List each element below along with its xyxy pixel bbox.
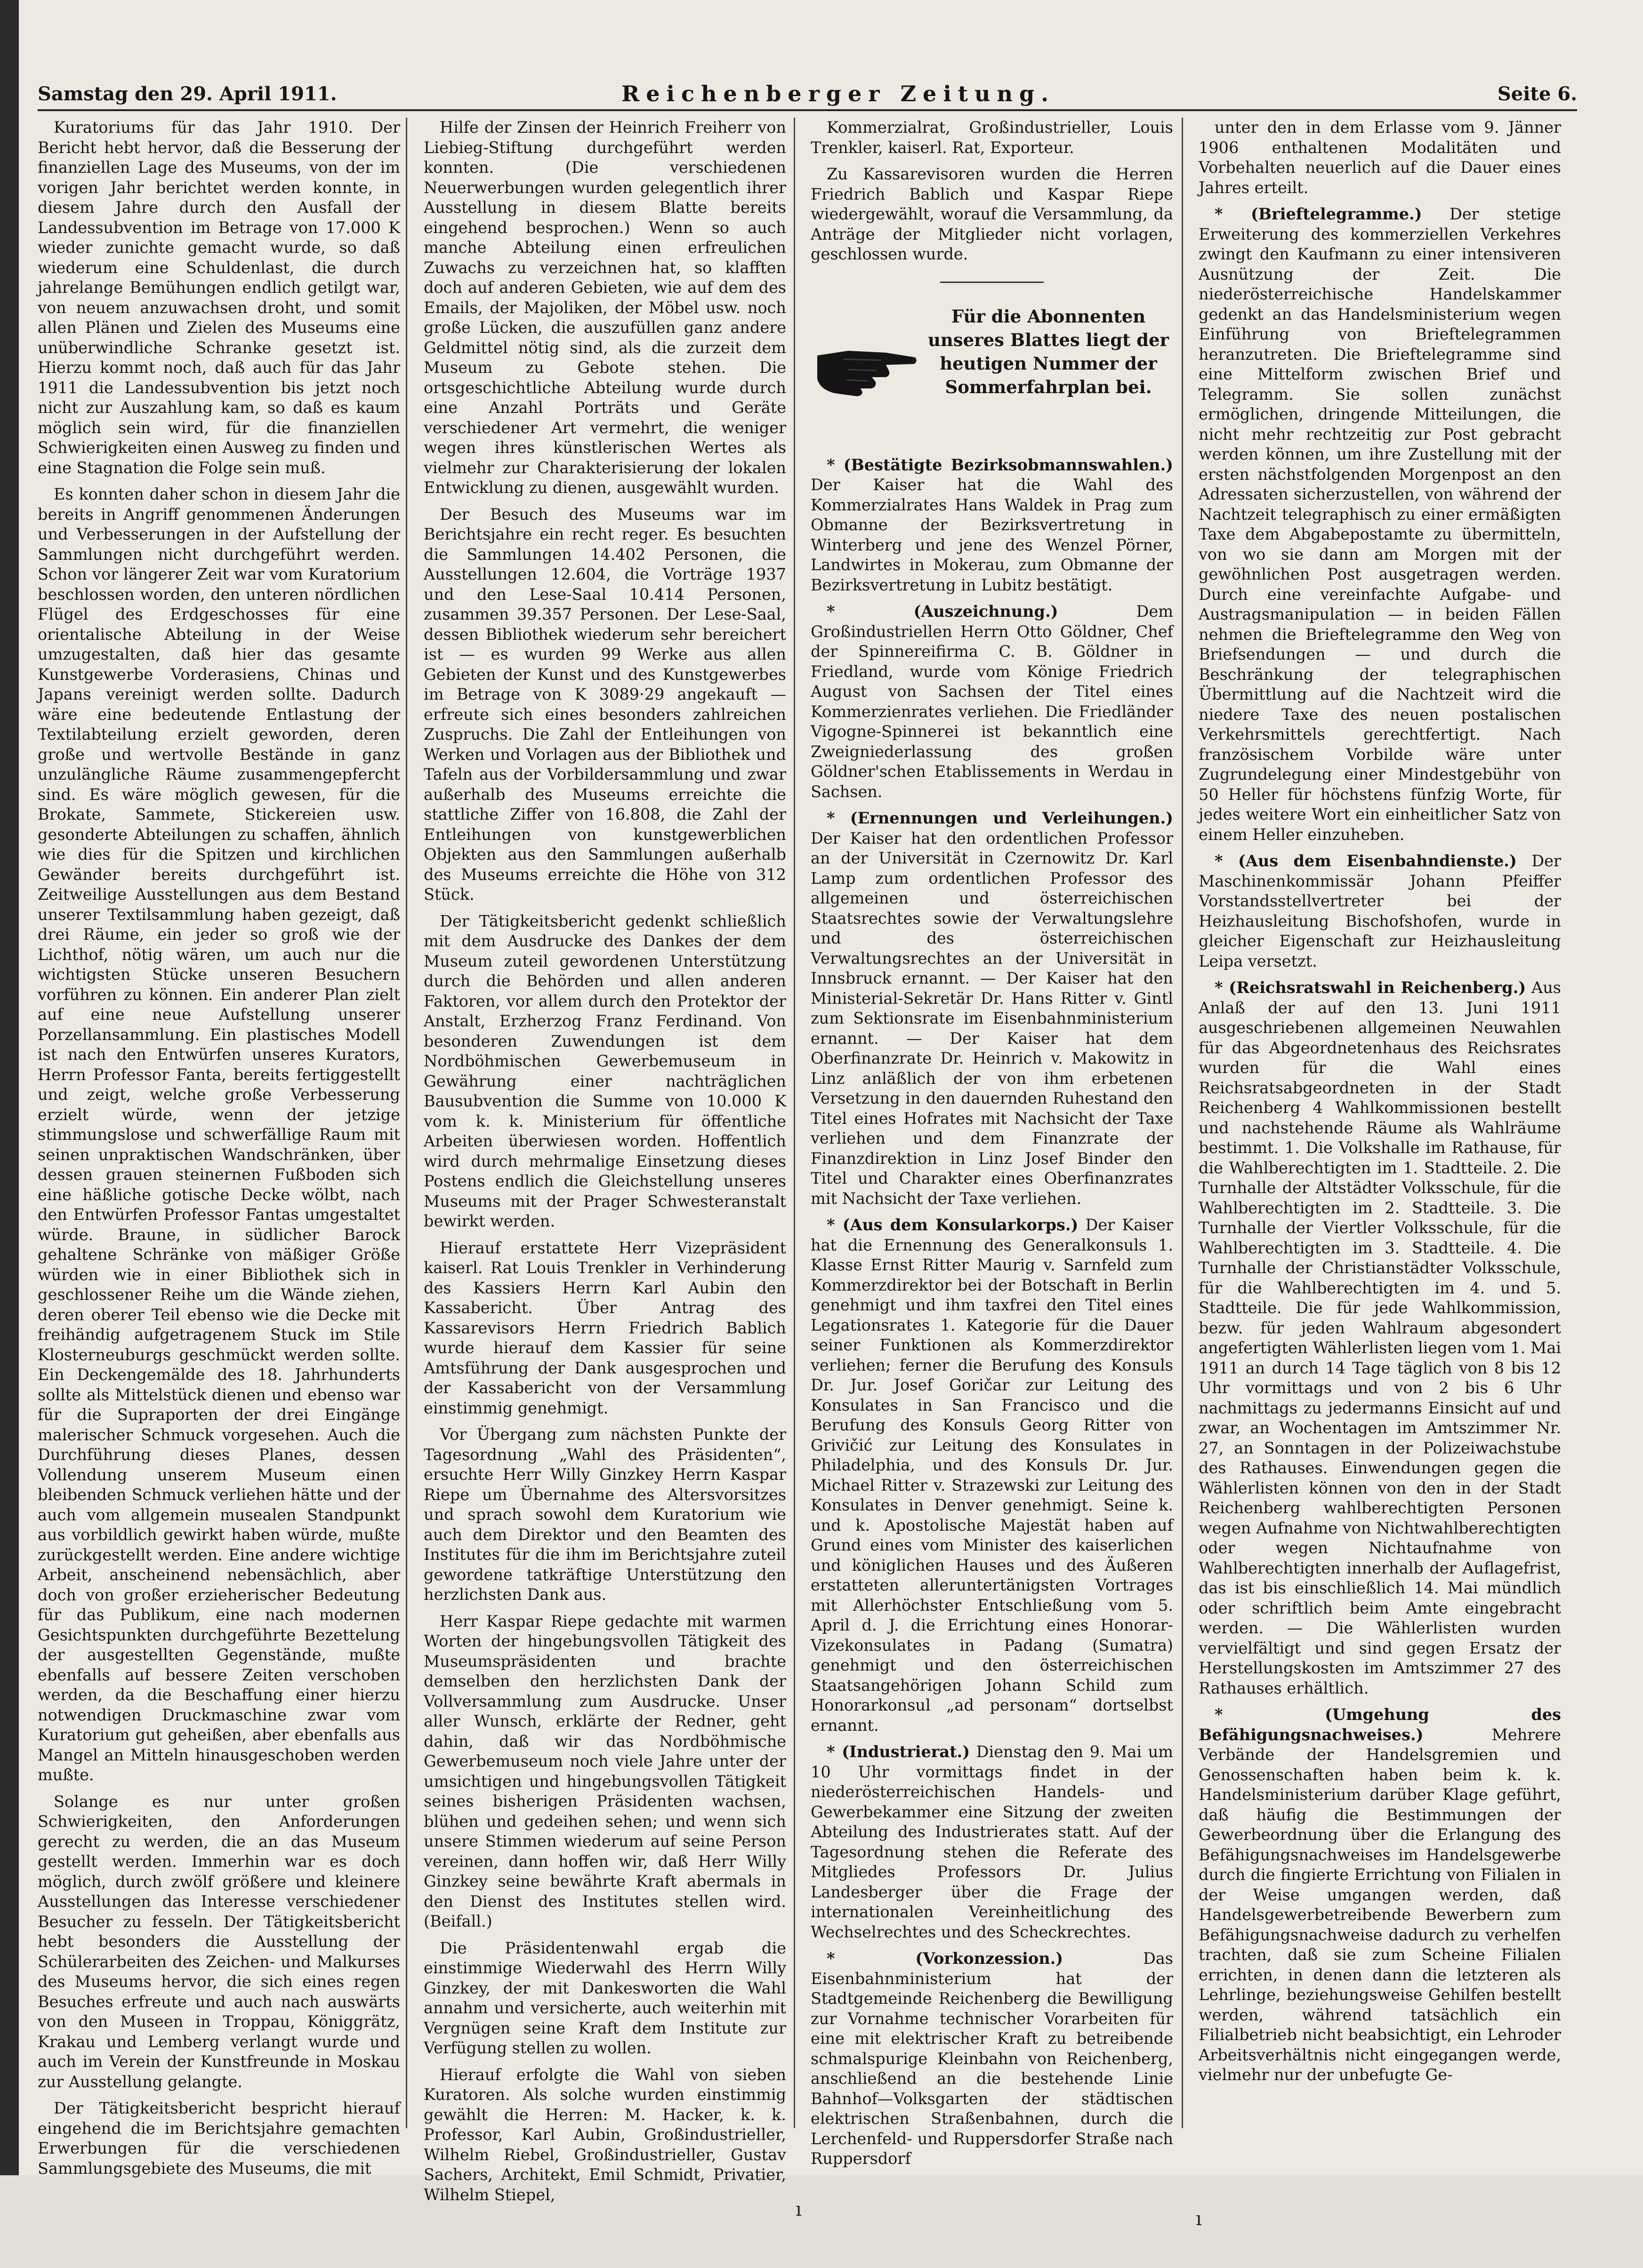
article-text: Der Kaiser hat den ordentlichen Professor an der Universität in Czernowitz Dr. Karl Lamp zum ordentlichen Professor des allgemeinen und österreichischen Staatsrechtes sowie der Verwaltungslehre und des österreichischen Verwaltungsrechtes an der Universität in Innsbruck ernannt. — Der Kaiser hat den Ministerial-Sekretär Dr. Hans Ritter v. Gintl zum Sektionsrate im Eisenbahnministerium ernannt. — Der Kaiser hat dem Oberfinanzrate Dr. Heinrich v. Makowitz in Linz anläßlich der von ihm erbetenen Versetzung in den dauernden Ruhestand den Titel eines Hofrates mit Nachsicht der Taxe verliehen und dem Finanzrate der Finanzdirektion in Linz Josef Binder den Titel und Charakter eines Oberfinanzrates mit Nachsicht der Taxe verliehen. — [811, 829, 1173, 1208]
subscriber-notice — [811, 300, 1173, 455]
article-text: Solange es nur unter großen Schwierigkeiten, den Anforderungen gerecht zu werden, die an das Museum gestellt werden. Immerhin war es doch möglich, durch zwölf größere und kleinere Ausstellungen das Interesse verschiedener Besucher zu fesseln. Der Tätigkeitsbericht hebt besonders die Ausstellung der Schülerarbeiten des Zeichen- und Malkurses des Museums hervor, die sich eines regen Besuches erfreute und auch nach auswärts von den Museen in Troppau, Königgrätz, Krakau und Lemberg verlangt wurde und auch im Verein der Kunstfreunde in Moskau zur Ausstellung gelangte. — [38, 1792, 400, 2091]
article-paragraph — [424, 1238, 786, 1419]
article-text: Der stetige Erweiterung des kommerziellen Verkehres zwingt den Kaufmann zu einer intensiveren Ausnützung der Zeit. Die niederösterreichische Handelskammer gedenkt an das Handelsministerium wegen Einführung von Brieftelegrammen heranzutreten. Die Brieftelegramme sind eine Mittelform zwischen Brief und Telegramm. Sie sollen zunächst ermöglichen, dringende Mitteilungen, die nicht mehr rechtzeitig zur Post gebracht werden können, um ihre Zustellung mit der ersten nächstfolgenden Morgenpost an den Adressaten sicherzustellen, von während der Nachtzeit telegraphisch zu einer ermäßigten Taxe dem Abgabepostamte zu übermitteln, von wo sie dann am Morgen mit der gewöhnlichen Post ausgetragen werden. Durch eine vereinfachte Aufgabe- und Austragsmanipulation — in beiden Fällen nehmen die Brieftelegramme den Weg von Briefsendungen — und durch die Beschränkung der telegraphischen Übermittlung auf die Nachtzeit wird die niedere Taxe des neuen postalischen Verkehrsmittels gerechtfertigt. Nach französischem Vorbilde wäre unter Zugrundelegung einer Mindestgebühr von 50 Heller für höchstens fünfzig Worte, für jedes weitere Wort ein einheitlicher Satz von einem Heller einzuheben. — [1199, 205, 1562, 844]
article-heading: * (Aus dem Eisenbahndienste.) — [1215, 852, 1517, 870]
article-text: Der Maschinenkommissär Johann Pfeiffer Vorstandsstellvertreter bei der Heizhausleitung Bischofshofen, wurde in gleicher Eigenschaft zur Heizhausleitung Leipa versetzt. — [1199, 852, 1561, 970]
article-heading: * (Vorkonzession.) — [827, 1949, 1063, 1968]
article-heading: * (Reichsratswahl in Reichenberg.) — [1215, 978, 1526, 997]
article-heading: * (Umgehung des Befähigungsnachweises.) — [1199, 1705, 1561, 1744]
scan-edge-dark — [0, 0, 19, 2268]
column-rule — [1182, 118, 1183, 2128]
column-4-content — [1199, 118, 1561, 2085]
article-text: Hilfe der Zinsen der Heinrich Freiherr von Liebieg-Stiftung durchgeführt werden konnten. (Die verschiedenen Neuerwerbungen wurden gelegentlich ihrer Ausstellung in diesem Blatte bereits eingehend besprochen.) Wenn so auch manche Abteilung einen erfreulichen Zuwachs zu verzeichnen hat, so klafften doch auf anderen Gebieten, wie auf dem des Emails, der Majoliken, der Möbel usw. noch große Lücken, die auszufüllen ganz andere Geldmittel nötig sind, als die zurzeit dem Museum zu Gebote stehen. Die ortsgeschichtliche Abteilung wurde durch eine Anzahl Porträts und Geräte verschiedener Art vermehrt, die weniger wegen ihres künstlerischen Wertes als vielmehr zur Charakterisierung der lokalen Entwicklung zu dienen, ausgewählt wurden. — [424, 118, 786, 497]
article-text: Es konnten daher schon in diesem Jahr die bereits in Angriff genommenen Änderungen und Verbesserungen in der Aufstellung der Sammlungen nicht durchgeführt werden. Schon vor längerer Zeit war vom Kuratorium beschlossen worden, den unteren nördlichen Flügel des Erdgeschosses für eine orientalische Abteilung in der Weise umzugestalten, daß hier das gesamte Kunstgewerbe Vorderasiens, Chinas und Japans vereinigt werden sollte. Dadurch wäre eine bedeutende Entlastung der Textilabteilung erzielt geworden, deren große und wertvolle Bestände in ganz unzulängliche Räume zusammengepfercht sind. Es wäre möglich gewesen, für die Brokate, Sammete, Stickereien usw. gesonderte Abteilungen zu schaffen, ähnlich wie dies für die Spitzen und kirchlichen Gewänder bereits durchgeführt ist. Zeitweilige Ausstellungen aus dem Bestand unserer Textilsammlung haben gezeigt, daß drei Räume, ein jeder so groß wie der Lichthof, nötig wären, um auch nur die wichtigsten Stücke unseren Besuchern vorführen zu können. Ein anderer Plan zielt auf eine neue Aufstellung unserer Porzellansammlung. Ein plastisches Modell ist nach den Entwürfen unseres Kurators, Herrn Professor Fanta, bereits fertiggestellt und zeigt, welche große Verbesserung erzielt würde, wenn der jetzige stimmungslose und schwerfällige Raum mit seinen unpraktischen Wandschränken, über dessen grauen steinernen Fußboden sich eine häßliche gotische Decke wölbt, nach den Entwürfen Professor Fantas umgestaltet würde. Braune, in südlicher Barock gehaltene Schränke von mäßiger Größe würden wie in einer Bibliothek sich in geschlossener Reihe um die Wände ziehen, deren oberer Teil ebenso wie die Decke mit freihändig aufgetragenem Stuck im Stile Klosterneuburgs geschmückt werden sollte. Ein Deckengemälde des 18. Jahrhunderts sollte als Mittelstück dienen und ebenso war für die Supraporten der drei Eingänge malerischer Schmuck vorgesehen. Auch die Durchführung dieses Planes, dessen Vollendung unserem Museum einen bleibenden Schmuck verliehen hätte und der auch vom allgemein musealen Standpunkt aus vorbildlich gewirkt haben würde, mußte zurückgestellt werden. Eine andere wichtige Arbeit, anscheinend nebensächlich, aber doch von großer erzieherischer Bedeutung für das Publikum, eine nach modernen Gesichtspunkten durchgeführte Bezettelung der ausgestellten Gegenstände, mußte ebenfalls auf bessere Zeiten verschoben werden, da die Beschaffung einer hierzu notwendigen Druckmaschine zwar vom Kuratorium gut geheißen, aber ebenfalls aus Mangel an Mitteln hinausgeschoben werden mußte. — [38, 485, 400, 1784]
article-paragraph — [424, 118, 786, 498]
article-text: Die Präsidentenwahl ergab die einstimmige Wiederwahl des Herrn Willy Ginzkey, der mit Dankesworten die Wahl annahm und versicherte, auch weiterhin mit Vergnügen seine Kraft dem Institute zur Verfügung stellen zu wollen. — [424, 1938, 786, 2057]
article-paragraph — [1199, 851, 1561, 971]
column-rule — [794, 118, 795, 2128]
article-text: Das Eisenbahnministerium hat der Stadtgemeinde Reichenberg die Bewilligung zur Vornahme technischer Vorarbeiten für eine mit elektrischer Kraft zu betreibende schmalspurige Kleinbahn von Reichenberg, anschließend an die bestehende Linie Bahnhof—Volksgarten der städtischen elektrischen Straßenbahnen, durch die Lerchenfeld- und Ruppersdorfer Straße nach Ruppersdorf — [811, 1949, 1173, 2168]
article-paragraph — [424, 505, 786, 905]
article-paragraph — [811, 1742, 1173, 1942]
article-heading: * (Brieftelegramme.) — [1215, 205, 1422, 223]
article-paragraph — [38, 1792, 400, 2092]
column-2 — [424, 118, 786, 2204]
article-text: Vor Übergang zum nächsten Punkte der Tagesordnung „Wahl des Präsidenten“, ersuchte Herr Willy Ginzkey Herrn Kaspar Riepe um Übernahme des Altersvorsitzes und sprach sowohl dem Kuratorium wie auch dem Direktor und den Beamten des Institutes für die ihm im Berichtsjahre zuteil gewordene tatkräftige Unterstützung den herzlichsten Dank aus. — [424, 1425, 786, 1604]
article-paragraph — [424, 1612, 786, 1932]
article-text: Dienstag den 9. Mai um 10 Uhr vormittags findet in der niederösterreichischen Handels- und Gewerbekammer eine Sitzung der zweiten Abteilung des Industrierates statt. Auf der Tagesordnung stehen die Referate des Mitgliedes Professors Dr. Julius Landesberger über die Frage der internationalen Vereinheitlichung des Wechselrechtes und des Scheckrechtes. — [811, 1743, 1173, 1941]
article-text: Hierauf erfolgte die Wahl von sieben Kuratoren. Als solche wurden einstimmig gewählt die Herren: M. Hacker, k. k. Professor, Karl Aubin, Großindustrieller, Wilhelm Riebel, Großindustrieller, Gustav Sachers, Architekt, Emil Schmidt, Privatier, Wilhelm Stiepel, — [424, 2065, 786, 2204]
article-text: Der Tätigkeitsbericht gedenkt schließlich mit dem Ausdrucke des Dankes der dem Museum zuteil gewordenen Unterstützung durch die Behörden und allen anderen Faktoren, vor allem durch den Protektor der Anstalt, Erzherzog Franz Ferdinand. Von besonderen Zuwendungen ist dem Nordböhmischen Gewerbemuseum in Gewährung einer nachträglichen Bausubvention die Summe von 10.000 K vom k. k. Ministerium für öffentliche Arbeiten überwiesen worden. Hoffentlich wird durch mehrmalige Einsetzung dieses Postens endlich die Gleichstellung unseres Museums mit der Prager Schwesteranstalt bewirkt werden. — [424, 912, 786, 1230]
column-1 — [38, 118, 400, 2178]
article-paragraph — [811, 455, 1173, 596]
subscriber-notice-text: Für die Abonnenten unseres Blattes liegt der heutigen Nummer der Sommerfahrplan bei. — [927, 306, 1169, 397]
article-text: Kuratoriums für das Jahr 1910. Der Bericht hebt hervor, daß die Besserung der finanziellen Lage des Museums, von der im vorigen Jahr berichtet werden konnte, in diesem Jahre durch den Ausfall der Landessubvention im Betrage von 17.000 K wieder zunichte gemacht wurde, so daß wiederum eine Schuldenlast, die durch jahrelange Bemühungen endlich getilgt war, von neuem anzuwachsen droht, und somit allen Plänen und Zielen des Museums eine unüberwindliche Schranke gesetzt ist. Hierzu kommt noch, daß auch für das Jahr 1911 die Landessubvention bis jetzt noch nicht zur Auszahlung kam, so daß es kaum möglich sein wird, für die finanziellen Schwierigkeiten einen Ausweg zu finden und eine Stagnation die Folge sein muß. — [38, 118, 400, 477]
article-paragraph — [811, 118, 1173, 158]
article-paragraph — [811, 602, 1173, 802]
article-heading: * (Bestätigte Bezirksobmannswahlen.) — [827, 455, 1173, 474]
article-paragraph — [38, 484, 400, 1785]
article-text: Mehrere Verbände der Handelsgremien und Genossenschaften haben beim k. k. Handelsministerium darüber Klage geführt, daß häufig die Bestimmungen der Gewerbeordnung über die Erlangung des Befähigungsnachweises im Handelsgewerbe durch die fingierte Errichtung von Filialen in der Weise umgangen werden, daß Handelsgewerbetreibende Bewerbern zum Befähigungsnachweise dadurch zu verhelfen trachten, daß sie zum Scheine Filialen errichten, in denen dann die letzteren als Lehrlinge, beziehungsweise Gehilfen bestellt werden, während tatsächlich ein Filialbetrieb nicht beabsichtigt, ein Lehroder Arbeitsverhältnis nicht eingegangen werde, vielmehr nur der unbefugte Ge- — [1199, 1725, 1561, 2084]
newspaper-title: Reichenberger Zeitung. — [621, 81, 1055, 106]
column-3-content-bottom — [811, 455, 1173, 2169]
article-paragraph — [811, 1949, 1173, 2169]
pointing-hand-icon — [815, 337, 919, 398]
page-header — [38, 81, 1577, 111]
article-paragraph — [811, 808, 1173, 1209]
column-2-content — [424, 118, 786, 2205]
article-text: Herr Kaspar Riepe gedachte mit warmen Worten der hingebungsvollen Tätigkeit des Museumspräsidenten und brachte demselben den herzlichsten Dank der Vollversammlung zum Ausdrucke. Unser aller Wunsch, erklärte der Redner, geht dahin, daß wir das Nordböhmische Gewerbemuseum noch viele Jahre unter der umsichtigen und hingebungsvollen Tätigkeit seines bisherigen Präsidenten wachsen, blühen und gedeihen sehen; und wenn sich unsere Stimmen wiederum auf seine Person vereinen, dann hoffen wir, daß Herr Willy Ginzkey seine bewährte Kraft abermals in den Dienst des Institutes stellen wird. (Beifall.) — [424, 1612, 786, 1930]
column-3 — [811, 118, 1173, 2168]
article-paragraph — [811, 1215, 1173, 1735]
article-paragraph — [38, 2099, 400, 2179]
article-heading: * (Auszeichnung.) — [827, 602, 1058, 621]
column-4 — [1199, 118, 1561, 2128]
article-text: Aus Anlaß der auf den 13. Juni 1911 ausgeschriebenen allgemeinen Neuwahlen für das Abgeordnetenhaus des Reichsrates wurden für die Wahl eines Reichsratsabgeordneten in der Stadt Reichenberg 4 Wahlkommissionen bestellt und nachstehende Räume als Wahlräume bestimmt. 1. Die Volkshalle im Rathause, für die Wahlberechtigten im 1. Stadtteile. 2. Die Turnhalle der Altstädter Volksschule, für die Wahlberechtigten im 2. Stadtteile. 3. Die Turnhalle der Viertler Volksschule, für die Wahlberechtigten im 3. Stadtteile. 4. Die Turnhalle der Christianstädter Volksschule, für die Wahlberechtigten im 4. und 5. Stadtteile. Die für jede Wahlkommission, bezw. für jeden Wahlraum abgesondert angefertigten Wählerlisten liegen vom 1. Mai 1911 an durch 14 Tage täglich von 8 bis 12 Uhr vormittags und von 2 bis 6 Uhr nachmittags zu jedermanns Einsicht auf und zwar, an Wochentagen im Amtszimmer Nr. 27, an Sonntagen in der Polizeiwachstube des Rathauses. Einwendungen gegen die Wählerlisten können von den in der Stadt Reichenberg wahlberechtigten Personen wegen Aufnahme von Nichtwahlberechtigten oder wegen Nichtaufnahme von Wahlberechtigten innerhalb der Auflagefrist, das ist bis einschließlich 14. Mai mündlich oder schriftlich beim Amte eingebracht werden. — Die Wählerlisten wurden vervielfältigt und sind gegen Ersatz der Herstellungskosten im Amtszimmer 27 des Rathauses erhältlich. — [1199, 978, 1561, 1697]
scan-bottom-margin — [0, 2175, 1643, 2268]
article-text: Zu Kassarevisoren wurden die Herren Friedrich Bablich und Kaspar Riepe wiedergewählt, worauf die Versammlung, da Anträge der Mitglieder nicht vorlagen, geschlossen wurde. — [811, 165, 1173, 263]
article-paragraph — [1199, 978, 1561, 1698]
article-text: Der Kaiser hat die Wahl des Kommerzialrates Hans Waldek in Prag zum Obmanne der Bezirksvertretung in Winterberg und jene des Wenzel Pörner, Landwirtes in Mokerau, zum Obmanne der Bezirksvertretung in Lubitz bestätigt. — [811, 476, 1173, 594]
page-number: Seite 6. — [1497, 83, 1577, 105]
article-text: Der Kaiser hat die Ernennung des Generalkonsuls 1. Klasse Ernst Ritter Maurig v. Sarnfeld zum Kommerzdirektor bei der Botschaft in Berlin genehmigt und ihm taxfrei den Titel eines Legationsrates 1. Kategorie für die Dauer seiner Funktionen als Kommerzdirektor verliehen; ferner die Berufung des Konsuls Dr. Jur. Josef Goričar zur Leitung des Konsulates in San Francisco und die Berufung des Konsuls Georg Ritter von Grivičić zur Leitung des Konsulates in Philadelphia, und des Konsuls Dr. Jur. Michael Ritter v. Strazewski zur Leitung des Konsulates in Denver genehmigt. Seine k. und k. Apostolische Majestät haben auf Grund eines vom Minister des kaiserlichen und königlichen Hauses und des Äußeren erstatteten alleruntertänigsten Vortrages mit Allerhöchster Entschließung vom 5. April d. J. die Errichtung eines Honorar-Vizekonsulates in Padang (Sumatra) genehmigt und den österreichischen Staatsangehörigen Johann Schild zum Honorarkonsul „ad personam“ dortselbst ernannt. — [811, 1216, 1173, 1735]
header-date: Samstag den 29. April 1911. — [38, 83, 337, 105]
article-text: Kommerzialrat, Großindustrieller, Louis Trenkler, kaiserl. Rat, Exporteur. — [811, 118, 1173, 157]
article-paragraph — [424, 1938, 786, 2058]
article-text: Dem Großindustriellen Herrn Otto Göldner, Chef der Spinnereifirma C. B. Göldner in Friedland, wurde vom Könige Friedrich August von Sachsen der Titel eines Kommerzienrates verliehen. Die Friedländer Vigogne-Spinnerei ist bekanntlich eine Zweigniederlassung des großen Göldner'schen Etablissements in Werdau in Sachsen. — [811, 602, 1173, 801]
column-rule — [406, 118, 407, 2128]
article-paragraph — [424, 1425, 786, 1605]
print-speck-mark: ı — [796, 2199, 802, 2220]
article-text: unter den in dem Erlasse vom 9. Jänner 1906 enthaltenen Modalitäten und Vorbehalten neuerlich auf die Dauer eines Jahres erteilt. — [1199, 118, 1561, 197]
article-paragraph — [424, 2065, 786, 2205]
article-paragraph — [1199, 204, 1561, 845]
article-text: Der Tätigkeitsbericht bespricht hierauf eingehend die im Berichtsjahre gemachten Erwerbungen für die verschiedenen Sammlungsgebiete des Museums, die mit — [38, 2099, 400, 2178]
article-paragraph — [1199, 1705, 1561, 2085]
article-heading: * (Ernennungen und Verleihungen.) — [827, 809, 1173, 827]
article-heading: * (Aus dem Konsularkorps.) — [827, 1216, 1079, 1234]
article-text: Der Besuch des Museums war im Berichtsjahre ein recht reger. Es besuchten die Sammlungen 14.402 Personen, die Ausstellungen 12.604, die Vorträge 1937 und den Lese-Saal 10.414 Personen, zusammen 39.357 Personen. Der Lese-Saal, dessen Bibliothek wiederum sehr bereichert ist — es wurden 99 Werke aus allen Gebieten der Kunst und des Kunstgewerbes im Betrage von K 3089·29 angekauft — erfreute sich eines besonders zahlreichen Zuspruchs. Die Zahl der Entleihungen von Werken und Vorlagen aus der Bibliothek und Tafeln aus der Vorbildersammlung und zwar außerhalb des Museums erreichte die stattliche Ziffer von 16.808, die Zahl der Entleihungen von kunstgewerblichen Objekten aus den Sammlungen außerhalb des Museums erreichte die Höhe von 312 Stück. — [424, 505, 786, 904]
article-heading: * (Industrierat.) — [827, 1743, 970, 1761]
article-paragraph — [38, 118, 400, 478]
article-text: Hierauf erstattete Herr Vizepräsident kaiserl. Rat Louis Trenkler in Verhinderung des Kassiers Herrn Karl Aubin den Kassabericht. Über Antrag des Kassarevisors Herrn Friedrich Bablich wurde hierauf dem Kassier für seine Amtsführung der Dank ausgesprochen und der Kassabericht von der Versammlung einstimmig genehmigt. — [424, 1238, 786, 1417]
section-divider — [940, 282, 1044, 283]
print-speck-mark: ı — [1196, 2208, 1202, 2230]
article-paragraph — [424, 912, 786, 1232]
article-paragraph — [811, 164, 1173, 265]
column-1-content — [38, 118, 400, 2179]
column-3-content-top — [811, 118, 1173, 265]
article-paragraph — [1199, 118, 1561, 198]
